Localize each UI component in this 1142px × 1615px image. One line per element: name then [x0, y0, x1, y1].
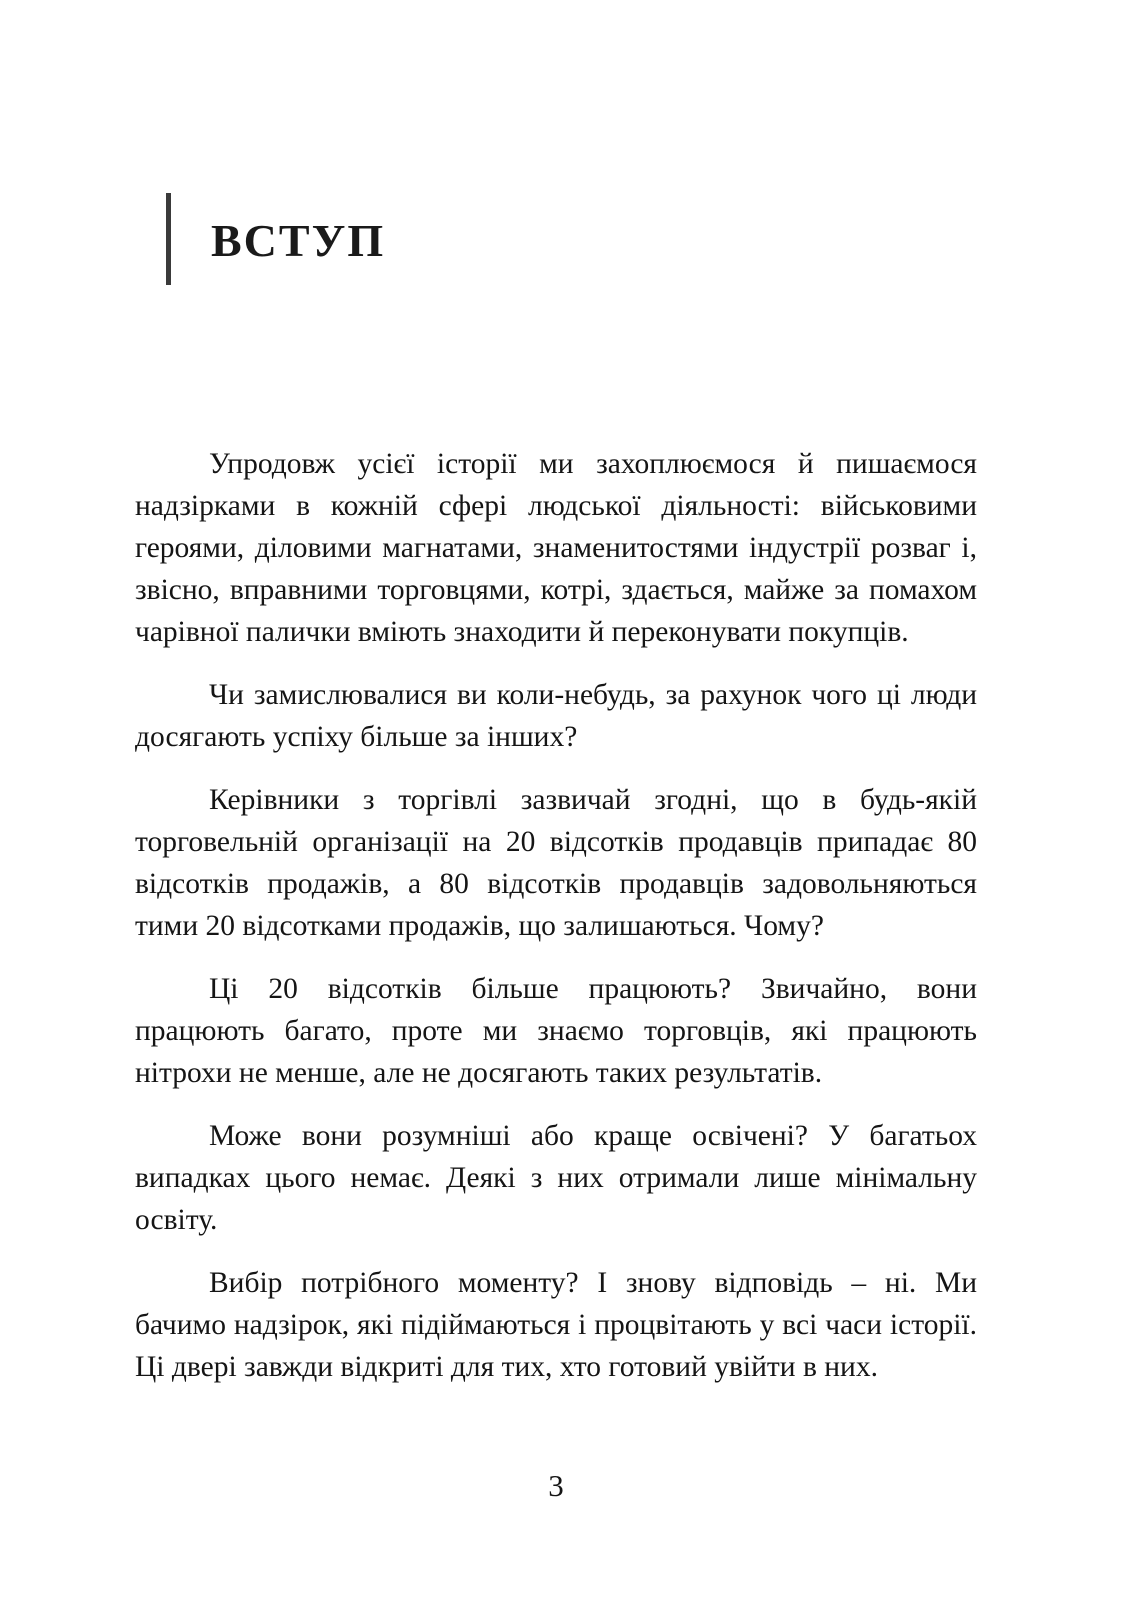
body-text — [135, 443, 977, 1409]
page-number: 3 — [548, 1468, 564, 1503]
paragraph: Керівники з торгівлі зазвичай згодні, що в будь-якій торговельній організації на 20 відсотків продавців припадає 80 відсотків продажів, а 80 відсотків продавців задовольняються тими 20 відсотками продажів, що залишаються. Чому? — [135, 784, 977, 942]
chapter-heading-block — [166, 193, 385, 285]
paragraph: Ці 20 відсотків більше працюють? Звичайно, вони працюють багато, проте ми знаємо торговців, які працюють нітрохи не менше, але не досягають таких результатів. — [135, 973, 977, 1089]
heading-rule — [166, 193, 171, 285]
chapter-title: ВСТУП — [211, 215, 386, 266]
paragraph: Вибір потрібного моменту? І знову відповідь – ні. Ми бачимо надзірок, які підіймаються і процвітають у всі часи історії. Ці двері завжди відкриті для тих, хто готовий увійти в них. — [135, 1267, 977, 1383]
paragraph: Упродовж усієї історії ми захоплюємося й пишаємося надзірками в кожній сфері людської діяльності: військовими героями, діловими магнатами, знаменитостями індустрії розваг і, звісно, вправними торговцями, котрі, здається, майже за помахом чарівної палички вміють знаходити й переконувати покупців. — [135, 448, 977, 648]
paragraph: Може вони розумніші або краще освічені? У багатьох випадках цього немає. Деякі з них отримали лише мінімальну освіту. — [135, 1120, 977, 1236]
paragraph: Чи замислювалися ви коли-небудь, за рахунок чого ці люди досягають успіху більше за інших? — [135, 679, 977, 753]
